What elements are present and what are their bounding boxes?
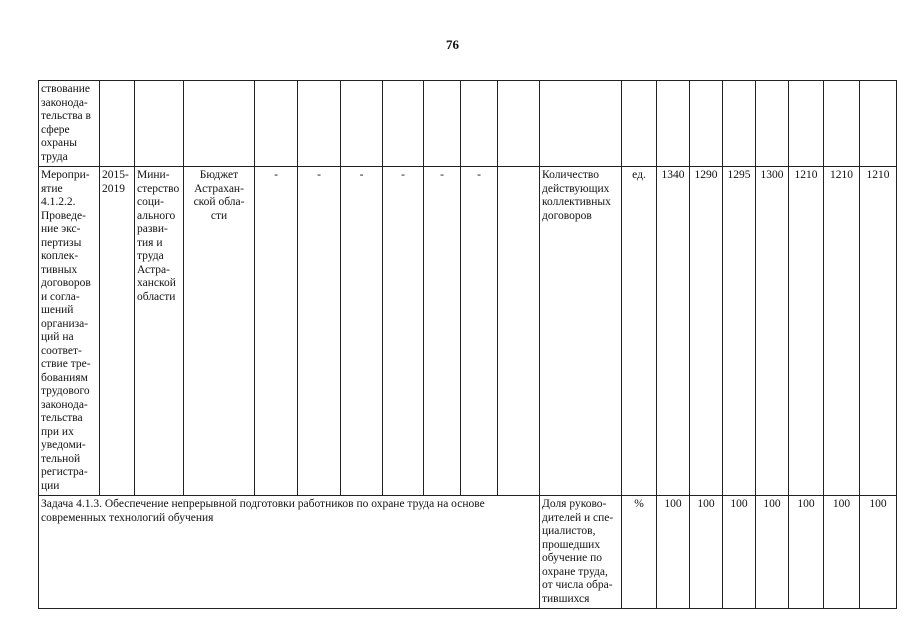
table-row-measure (39, 167, 897, 496)
value-cell: 1210 (860, 167, 897, 496)
value-cell: 1290 (690, 167, 723, 496)
period-cell: 2015- 2019 (100, 167, 135, 496)
funding-cell: - (255, 167, 298, 496)
value-cell: 1210 (789, 167, 824, 496)
measure-name-cell: ствование законода- тельства в сфере охраны труда (39, 81, 100, 167)
page-number: 76 (446, 37, 459, 52)
table-row-task (39, 496, 897, 609)
funding-cell: - (383, 167, 424, 496)
indicator-cell: Доля руково- дителей и спе- циалистов, прошедших обучение по охране труда, от числа обра- тившихся (540, 496, 622, 609)
funding-cell: - (298, 167, 341, 496)
value-cell: 100 (824, 496, 860, 609)
unit-cell: ед. (622, 167, 657, 496)
value-cell: 1340 (657, 167, 690, 496)
unit-cell: % (622, 496, 657, 609)
value-cell: 100 (690, 496, 723, 609)
value-cell: 100 (723, 496, 756, 609)
executor-cell: Мини- стерство соци- ального разви- тия и труда Астра- ханской области (135, 167, 184, 496)
task-title-cell: Задача 4.1.3. Обеспечение непрерывной подготовки работников по охране труда на основе современных технологий обучения (39, 496, 540, 609)
value-cell: 100 (657, 496, 690, 609)
funding-cell: - (461, 167, 498, 496)
table-row-continuation (39, 81, 897, 167)
value-cell: 100 (860, 496, 897, 609)
funding-source-cell: Бюджет Астрахан- ской обла- сти (184, 167, 255, 496)
value-cell: 1210 (824, 167, 860, 496)
value-cell: 1300 (756, 167, 789, 496)
value-cell: 1295 (723, 167, 756, 496)
funding-cell: - (424, 167, 461, 496)
measure-name-cell: Меропри- ятие 4.1.2.2. Проведе- ние экс- пертизы коплек- тивных договоров и согла- шений организа- ций на соответ- ствие тре- бованиям трудового законода- тельства при их уведоми- тельной регистра- ции (39, 167, 100, 496)
funding-cell: - (341, 167, 383, 496)
program-table (38, 80, 897, 609)
value-cell: 100 (756, 496, 789, 609)
value-cell: 100 (789, 496, 824, 609)
indicator-cell: Количество действующих коллективных договоров (540, 167, 622, 496)
